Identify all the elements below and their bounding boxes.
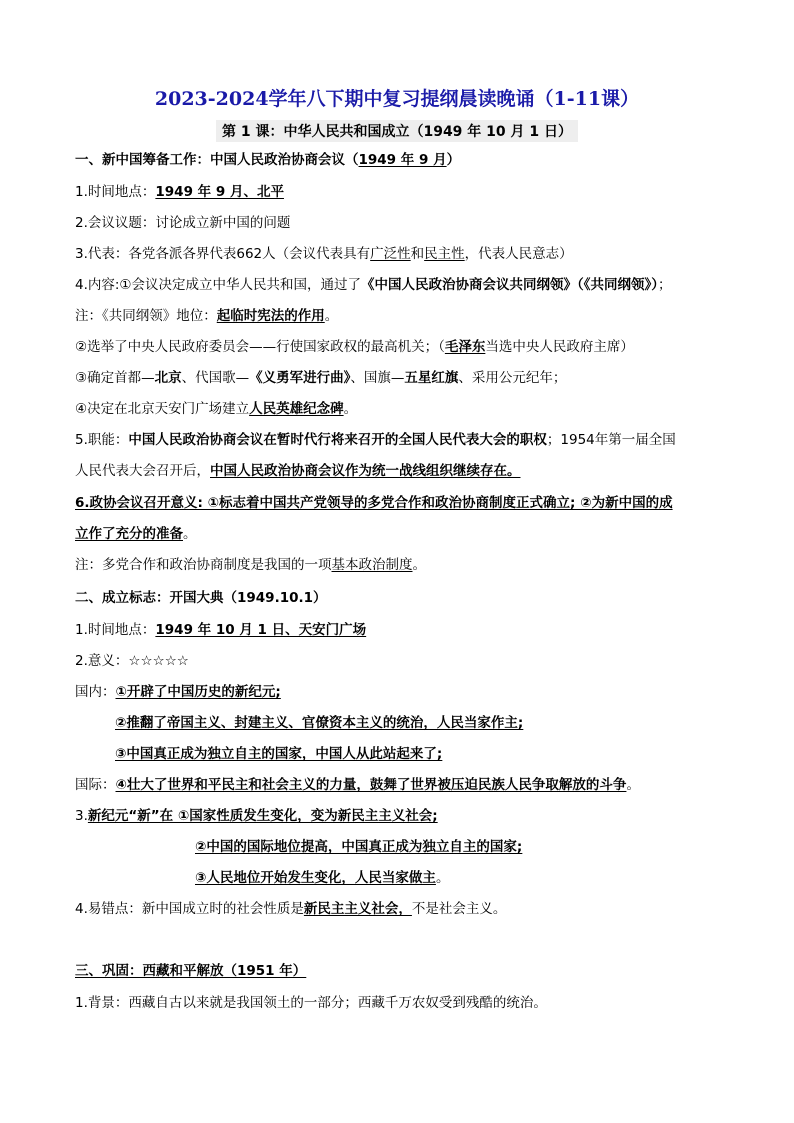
s1-line-3-d: 民主性 bbox=[424, 246, 465, 262]
section-1-heading bbox=[75, 151, 460, 169]
s1-line-5-a: 5.职能： bbox=[75, 432, 129, 448]
s1-content-4 bbox=[75, 400, 357, 418]
s2-line-3-num: 3. bbox=[75, 808, 88, 824]
s1-note-1 bbox=[75, 307, 338, 325]
s1-line-5-cont bbox=[75, 462, 521, 480]
s2-line-1-label: 1.时间地点： bbox=[75, 622, 156, 638]
s1-line-4-c: ； bbox=[658, 277, 672, 293]
section-2-heading: 二、成立标志：开国大典（1949.10.1） bbox=[75, 590, 327, 606]
s1-content-4-b: 人民英雄纪念碑 bbox=[249, 401, 344, 417]
s1-note-2-b: 基本政治制度 bbox=[331, 557, 413, 573]
s1-content-3-a: ③确定首都— bbox=[75, 370, 155, 386]
document-title: 2023-2024学年八下期中复习提纲晨读晚诵（1-11课） bbox=[154, 88, 640, 110]
section-1-heading-close: ） bbox=[446, 152, 461, 168]
s2-line-3-item-3 bbox=[195, 869, 449, 887]
s2-international-end: 。 bbox=[626, 777, 640, 793]
s1-line-5 bbox=[75, 431, 676, 449]
s1-line-2: 2.会议议题：讨论成立新中国的问题 bbox=[75, 215, 291, 231]
s2-domestic-3: ③中国真正成为独立自主的国家，中国人从此站起来了; bbox=[115, 746, 443, 762]
s1-note-1-a: 注：《共同纲领》地位： bbox=[75, 308, 217, 324]
s1-note-2-a: 注：多党合作和政治协商制度是我国的一项 bbox=[75, 557, 332, 573]
s2-international-text: ④壮大了世界和平民主和社会主义的力量，鼓舞了世界被压迫民族人民争取解放的斗争 bbox=[115, 777, 627, 793]
s1-note-2-c: 。 bbox=[412, 557, 426, 573]
s1-line-5-c: ；1954年第一届全国 bbox=[546, 432, 676, 448]
s2-line-1 bbox=[75, 621, 366, 639]
s1-line-4-b: 《中国人民政治协商会议共同纲领》（《共同纲领》） bbox=[361, 277, 659, 293]
s2-line-4-a: 4.易错点：新中国成立时的社会性质是 bbox=[75, 901, 304, 917]
s1-line-3-b: 广泛性 bbox=[370, 246, 411, 262]
lesson-heading-text: 第 1 课：中华人民共和国成立（1949 年 10 月 1 日） bbox=[216, 120, 578, 142]
s1-note-1-b: 起临时宪法的作用 bbox=[216, 308, 325, 324]
s1-content-2 bbox=[75, 338, 634, 356]
s1-line-6: 6.政协会议召开意义: ①标志着中国共产党领导的多党合作和政治协商制度正式确立; ②为新中国的成 bbox=[75, 495, 673, 511]
s1-content-3-g: 、采用公元纪年； bbox=[458, 370, 567, 386]
s1-line-1 bbox=[75, 183, 284, 201]
s1-line-5-e: 中国人民政治协商会议作为统一战线组织继续存在。 bbox=[210, 463, 521, 479]
s2-line-3-text: 新纪元“新”在 ①国家性质发生变化，变为新民主主义社会; bbox=[87, 808, 438, 824]
s1-line-6-cont bbox=[75, 525, 197, 543]
section-3-heading: 三、巩固：西藏和平解放（1951 年） bbox=[75, 963, 307, 979]
s1-content-3-b: 北京 bbox=[154, 370, 182, 386]
s2-line-4 bbox=[75, 900, 506, 918]
s2-line-3-item-2: ②中国的国际地位提高，中国真正成为独立自主的国家; bbox=[195, 839, 523, 855]
s1-line-4 bbox=[75, 276, 672, 294]
s2-domestic-1-text: ①开辟了中国历史的新纪元; bbox=[115, 684, 281, 700]
s1-content-2-c: 当选中央人民政府主席） bbox=[485, 339, 634, 355]
s2-line-3-item-3-end: 。 bbox=[435, 870, 450, 886]
section-1-heading-text: 一、新中国筹备工作：中国人民政治协商会议（ bbox=[75, 152, 359, 168]
s2-line-4-c: 不是社会主义。 bbox=[411, 901, 507, 917]
s1-content-3-f: 五星红旗 bbox=[404, 370, 459, 386]
s3-line-1: 1.背景：西藏自古以来就是我国领土的一部分；西藏千万农奴受到残酷的统治。 bbox=[75, 995, 547, 1011]
s1-line-3-c: 和 bbox=[410, 246, 425, 262]
s1-line-6-c: 。 bbox=[183, 526, 197, 542]
lesson-heading bbox=[0, 120, 794, 142]
s1-content-4-a: ④决定在北京天安门广场建立 bbox=[75, 401, 250, 417]
s1-line-1-label: 1.时间地点： bbox=[75, 184, 156, 200]
s1-content-3 bbox=[75, 369, 566, 387]
s2-line-1-value: 1949 年 10 月 1 日、天安门广场 bbox=[155, 622, 367, 638]
s2-domestic-label: 国内： bbox=[75, 684, 116, 700]
s1-line-5-b: 中国人民政治协商会议在暂时代行将来召开的全国人民代表大会的职权 bbox=[128, 432, 547, 448]
s1-content-3-c: 、代国歌— bbox=[181, 370, 250, 386]
s1-content-3-e: 、国旗— bbox=[350, 370, 405, 386]
s1-note-2 bbox=[75, 556, 426, 574]
s2-line-3-item-3-text: ③人民地位开始发生变化，人民当家做主 bbox=[195, 870, 436, 886]
section-1-heading-date: 1949 年 9 月 bbox=[358, 152, 447, 168]
s1-content-2-a: ②选举了中央人民政府委员会——行使国家政权的最高机关；（ bbox=[75, 339, 445, 355]
s1-line-5-d: 人民代表大会召开后， bbox=[75, 463, 210, 479]
s1-content-3-d: 《义勇军进行曲》 bbox=[249, 370, 351, 386]
s1-note-1-c: 。 bbox=[324, 308, 339, 324]
s2-international bbox=[75, 776, 640, 794]
s1-line-3-a: 3.代表：各党各派各界代表662人（会议代表具有 bbox=[75, 246, 371, 262]
s1-content-4-c: 。 bbox=[343, 401, 358, 417]
s2-international-label: 国际： bbox=[75, 777, 116, 793]
s2-line-4-b: 新民主主义社会， bbox=[303, 901, 412, 917]
s1-line-3 bbox=[75, 245, 573, 263]
s1-content-2-b: 毛泽东 bbox=[444, 339, 486, 355]
s1-line-6-b: 立作了充分的准备 bbox=[75, 526, 183, 542]
s2-line-2: 2.意义：☆☆☆☆☆ bbox=[75, 653, 189, 669]
s2-line-3 bbox=[75, 807, 438, 825]
s1-line-3-e: ，代表人民意志） bbox=[464, 246, 573, 262]
s2-domestic-2: ②推翻了帝国主义、封建主义、官僚资本主义的统治，人民当家作主; bbox=[115, 715, 524, 731]
s2-domestic-1 bbox=[75, 683, 281, 701]
s1-line-1-value: 1949 年 9 月、北平 bbox=[155, 184, 284, 200]
s1-line-4-a: 4.内容:①会议决定成立中华人民共和国，通过了 bbox=[75, 277, 362, 293]
